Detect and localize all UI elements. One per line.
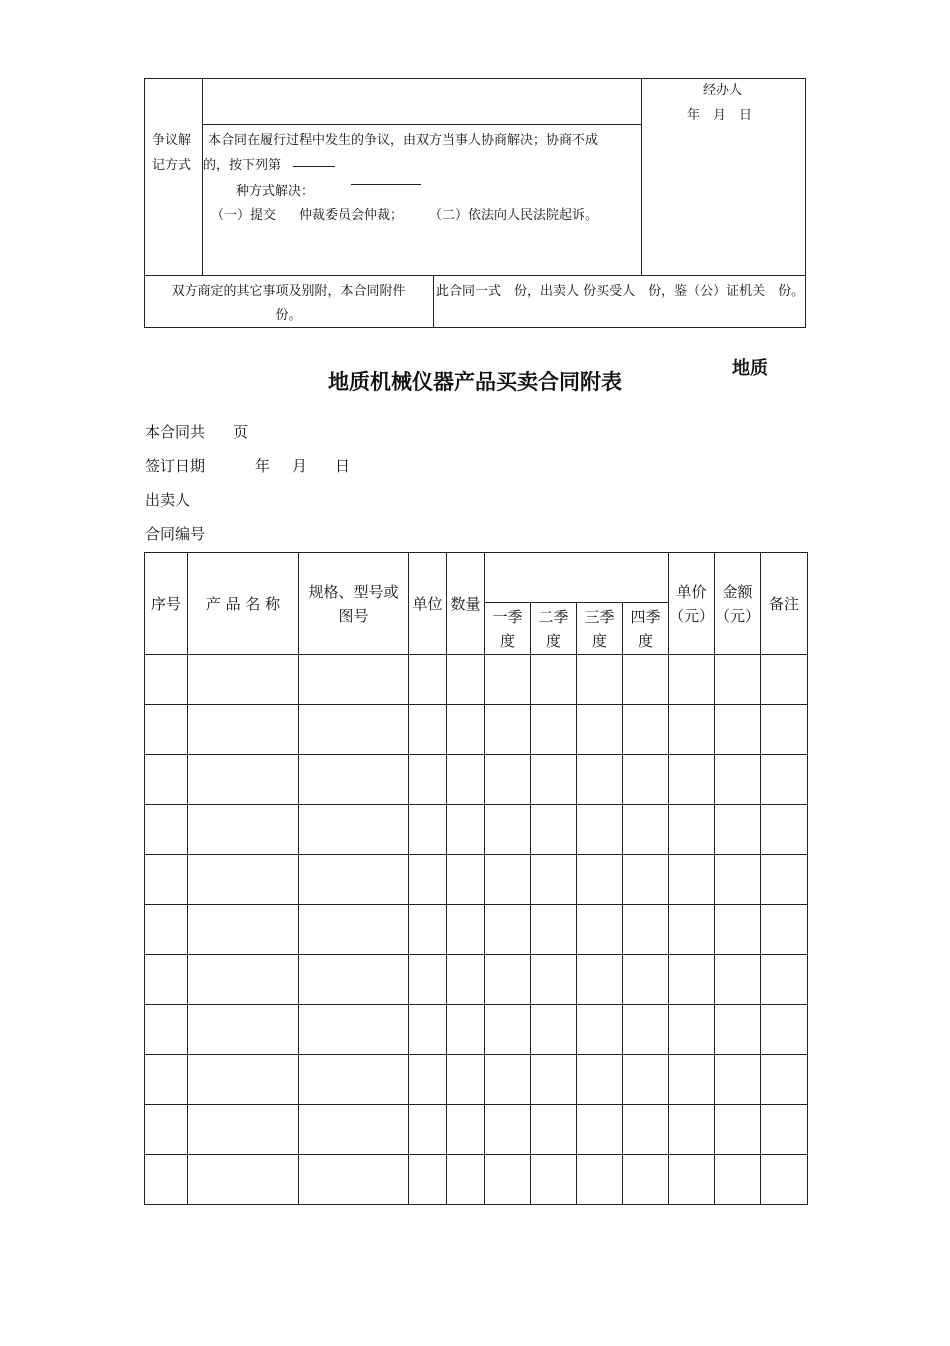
- table-cell: [299, 955, 409, 1005]
- col-divider-handler: [641, 78, 642, 276]
- side-label: 地质: [732, 358, 768, 379]
- table-cell: [188, 655, 299, 705]
- table-cell: [409, 905, 447, 955]
- table-cell: [715, 1105, 761, 1155]
- table-cell: [299, 1005, 409, 1055]
- dispute-option-1a: （一）提交: [211, 208, 277, 223]
- arbitration-blank-line: [351, 184, 421, 185]
- table-cell: [299, 1105, 409, 1155]
- table-cell: [715, 1005, 761, 1055]
- table-cell: [485, 905, 531, 955]
- table-cell: [299, 1155, 409, 1205]
- col-divider-bottom: [433, 275, 434, 328]
- table-row: [145, 955, 808, 1005]
- other-matters-line2: 份。: [275, 308, 302, 323]
- table-cell: [623, 1055, 669, 1105]
- total-pages-unit: 页: [233, 423, 249, 441]
- table-cell: [623, 1105, 669, 1155]
- table-cell: [188, 955, 299, 1005]
- header-quarters-group: [485, 553, 669, 603]
- table-cell: [577, 905, 623, 955]
- grid-body: [145, 655, 808, 1205]
- table-cell: [145, 655, 188, 705]
- table-cell: [623, 955, 669, 1005]
- table-cell: [715, 705, 761, 755]
- header-q3: 三季 度: [577, 603, 623, 655]
- dispute-text-line2: 的，按下列第: [203, 158, 282, 173]
- header-remarks: 备注: [761, 553, 808, 655]
- table-cell: [485, 755, 531, 805]
- table-cell: [299, 805, 409, 855]
- table-cell: [577, 1055, 623, 1105]
- table-cell: [145, 805, 188, 855]
- table-cell: [761, 1005, 808, 1055]
- dispute-terms-table: [144, 78, 806, 328]
- header-q2: 二季 度: [531, 603, 577, 655]
- table-cell: [447, 755, 485, 805]
- handler-date: 年 月 日: [687, 108, 753, 123]
- table-border-bottom: [144, 327, 806, 328]
- table-cell: [485, 1105, 531, 1155]
- table-cell: [623, 705, 669, 755]
- table-cell: [145, 1155, 188, 1205]
- other-matters-line1: 双方商定的其它事项及别附，本合同附件: [171, 284, 406, 299]
- dispute-option-1b: 仲裁委员会仲裁；: [299, 208, 404, 223]
- table-cell: [577, 655, 623, 705]
- table-cell: [447, 1005, 485, 1055]
- table-cell: [188, 805, 299, 855]
- table-cell: [715, 905, 761, 955]
- table-cell: [485, 1155, 531, 1205]
- fill-in-blank-line: [293, 166, 335, 167]
- header-amount: [715, 553, 761, 655]
- table-cell: [145, 755, 188, 805]
- col-divider-label: [202, 78, 203, 276]
- table-row: [145, 1055, 808, 1105]
- table-cell: [531, 755, 577, 805]
- table-cell: [447, 655, 485, 705]
- table-cell: [485, 855, 531, 905]
- header-q1: 一季 度: [485, 603, 531, 655]
- table-cell: [761, 805, 808, 855]
- table-cell: [669, 905, 715, 955]
- table-cell: [715, 755, 761, 805]
- table-cell: [623, 1005, 669, 1055]
- table-cell: [531, 1055, 577, 1105]
- row-divider-first: [202, 124, 642, 125]
- header-quantity: 数量: [447, 553, 485, 655]
- table-cell: [531, 805, 577, 855]
- sign-date-day: 日: [335, 457, 351, 475]
- table-cell: [669, 1055, 715, 1105]
- table-cell: [669, 805, 715, 855]
- table-cell: [145, 1005, 188, 1055]
- table-cell: [715, 1155, 761, 1205]
- table-cell: [761, 655, 808, 705]
- table-cell: [188, 1055, 299, 1105]
- handler-label: 经办人: [703, 83, 743, 98]
- table-cell: [715, 1055, 761, 1105]
- table-cell: [409, 705, 447, 755]
- table-cell: [669, 705, 715, 755]
- dispute-option-2: （二）依法向人民法院起诉。: [429, 208, 599, 223]
- table-cell: [409, 855, 447, 905]
- seller-label: 出卖人: [145, 491, 191, 509]
- table-cell: [577, 705, 623, 755]
- table-cell: [761, 855, 808, 905]
- table-cell: [577, 1005, 623, 1055]
- copies-text: 此合同一式 份，出卖人 份买受人 份，鉴（公）证机关 份。: [436, 284, 805, 299]
- table-cell: [409, 655, 447, 705]
- header-product-name: 产 品 名 称: [188, 553, 299, 655]
- table-cell: [447, 805, 485, 855]
- dispute-text-line3: 种方式解决：: [236, 184, 315, 199]
- table-cell: [145, 1105, 188, 1155]
- table-cell: [761, 955, 808, 1005]
- table-cell: [669, 755, 715, 805]
- table-cell: [577, 755, 623, 805]
- table-row: [145, 1105, 808, 1155]
- table-cell: [669, 1005, 715, 1055]
- table-cell: [447, 1055, 485, 1105]
- table-cell: [577, 1155, 623, 1205]
- table-cell: [761, 1155, 808, 1205]
- header-amount-line1: 金额: [722, 582, 753, 601]
- table-cell: [485, 1005, 531, 1055]
- table-cell: [669, 1155, 715, 1205]
- table-cell: [145, 905, 188, 955]
- header-unit-price-line1: 单价: [676, 582, 707, 601]
- table-cell: [409, 955, 447, 1005]
- table-cell: [485, 805, 531, 855]
- table-cell: [145, 955, 188, 1005]
- table-cell: [531, 855, 577, 905]
- table-cell: [447, 1155, 485, 1205]
- sign-date-label: 签订日期: [145, 457, 206, 475]
- table-cell: [485, 705, 531, 755]
- table-cell: [669, 655, 715, 705]
- table-cell: [409, 1005, 447, 1055]
- dispute-label-line2: 记方式: [152, 158, 192, 173]
- page-title: 地质机械仪器产品买卖合同附表: [328, 370, 622, 394]
- table-cell: [715, 955, 761, 1005]
- header-unit-price-line2: （元）: [669, 606, 715, 625]
- table-cell: [447, 855, 485, 905]
- table-cell: [623, 655, 669, 705]
- table-cell: [531, 655, 577, 705]
- table-cell: [669, 1105, 715, 1155]
- table-row: [145, 805, 808, 855]
- table-cell: [299, 655, 409, 705]
- table-cell: [715, 805, 761, 855]
- table-cell: [531, 955, 577, 1005]
- table-cell: [447, 705, 485, 755]
- table-cell: [188, 1105, 299, 1155]
- table-cell: [409, 1155, 447, 1205]
- table-cell: [761, 1105, 808, 1155]
- table-row: [145, 1155, 808, 1205]
- table-cell: [761, 905, 808, 955]
- header-spec: [299, 553, 409, 655]
- table-cell: [145, 705, 188, 755]
- table-cell: [623, 1155, 669, 1205]
- table-cell: [188, 855, 299, 905]
- table-border-top: [144, 78, 806, 79]
- table-row: [145, 655, 808, 705]
- table-cell: [577, 955, 623, 1005]
- table-cell: [299, 905, 409, 955]
- table-cell: [669, 855, 715, 905]
- table-cell: [188, 1155, 299, 1205]
- table-cell: [761, 1055, 808, 1105]
- table-row: [145, 755, 808, 805]
- dispute-text-line1: 本合同在履行过程中发生的争议，由双方当事人协商解决；协商不成: [208, 133, 599, 148]
- table-cell: [447, 1105, 485, 1155]
- table-cell: [188, 1005, 299, 1055]
- table-cell: [623, 905, 669, 955]
- table-cell: [188, 905, 299, 955]
- header-row-top: [145, 553, 808, 603]
- header-amount-line2: （元）: [715, 606, 761, 625]
- table-cell: [485, 1055, 531, 1105]
- header-seq: 序号: [145, 553, 188, 655]
- table-cell: [623, 805, 669, 855]
- table-cell: [623, 855, 669, 905]
- table-cell: [761, 755, 808, 805]
- dispute-label-line1: 争议解: [152, 133, 192, 148]
- sign-date-year: 年: [255, 457, 271, 475]
- table-cell: [447, 905, 485, 955]
- table-cell: [188, 755, 299, 805]
- table-cell: [299, 1055, 409, 1105]
- table-cell: [145, 1055, 188, 1105]
- table-cell: [409, 1105, 447, 1155]
- table-row: [145, 855, 808, 905]
- table-cell: [577, 805, 623, 855]
- table-cell: [715, 855, 761, 905]
- table-cell: [409, 1055, 447, 1105]
- table-cell: [299, 755, 409, 805]
- total-pages-label: 本合同共: [145, 423, 206, 441]
- table-cell: [531, 1105, 577, 1155]
- table-cell: [299, 855, 409, 905]
- table-cell: [531, 905, 577, 955]
- table-cell: [409, 805, 447, 855]
- table-cell: [715, 655, 761, 705]
- table-cell: [577, 855, 623, 905]
- table-cell: [485, 955, 531, 1005]
- table-cell: [531, 1005, 577, 1055]
- table-row: [145, 705, 808, 755]
- table-cell: [409, 755, 447, 805]
- table-row: [145, 1005, 808, 1055]
- product-grid: [144, 552, 808, 1205]
- table-row: [145, 905, 808, 955]
- table-cell: [188, 705, 299, 755]
- table-cell: [145, 855, 188, 905]
- header-unit-price: [669, 553, 715, 655]
- table-cell: [299, 705, 409, 755]
- table-cell: [623, 755, 669, 805]
- table-cell: [669, 955, 715, 1005]
- header-q4: 四季 度: [623, 603, 669, 655]
- table-cell: [577, 1105, 623, 1155]
- table-cell: [485, 655, 531, 705]
- table-cell: [761, 705, 808, 755]
- sign-date-month: 月: [292, 457, 308, 475]
- header-unit: 单位: [409, 553, 447, 655]
- table-cell: [531, 1155, 577, 1205]
- header-spec-line2: 图号: [338, 606, 369, 625]
- header-spec-line1: 规格、型号或: [308, 582, 399, 601]
- row-divider-bottom: [144, 275, 806, 276]
- table-border-right: [805, 78, 806, 328]
- table-cell: [531, 705, 577, 755]
- table-cell: [447, 955, 485, 1005]
- contract-no-label: 合同编号: [145, 525, 206, 543]
